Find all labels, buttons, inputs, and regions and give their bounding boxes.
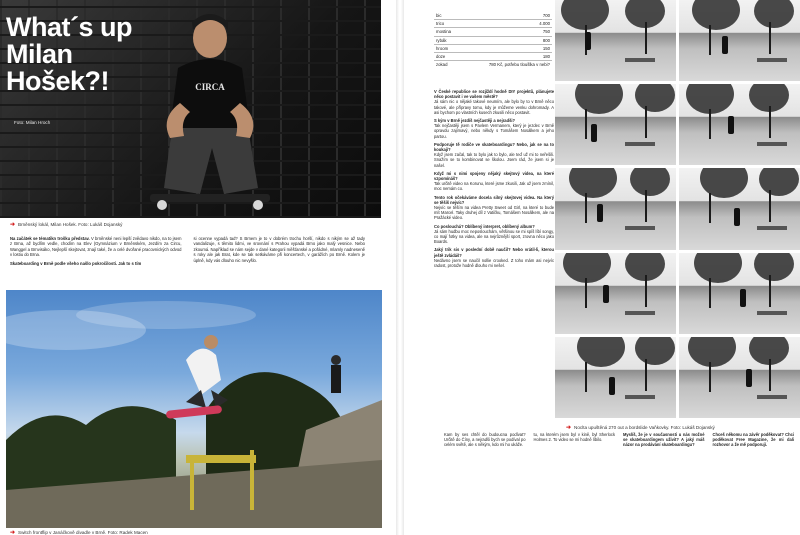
right-page: [404, 0, 800, 535]
skater-figure: [603, 285, 609, 303]
item-label: hroom: [434, 44, 461, 52]
tree-trunk: [585, 193, 587, 223]
item-label: bic: [434, 12, 461, 20]
tree-trunk: [585, 362, 587, 392]
tree-trunk: [769, 275, 771, 307]
bottom-columns: [444, 432, 794, 448]
item-price: 780 Kč, potřebu tloušlka v nebi?: [488, 62, 550, 68]
tree-trunk: [769, 359, 771, 391]
item-price: 700: [461, 12, 552, 20]
caption-sequence: [566, 424, 715, 431]
photo-credit: Foto: Milan Hroch: [14, 120, 51, 125]
skate-jump-scene: [6, 290, 382, 528]
title-line-2: Milan: [6, 39, 73, 69]
answer: Nedávno jsem se naučil nollie crooked. Z toho mám asi nejvíc radost, protože hodně dlouho mi nešel.: [434, 257, 554, 269]
item-price: 750: [461, 28, 552, 36]
caption-text: Noclta upuštěná 270 out a bordslide Vaňkovky. Foto: Lukáš Dojanský: [574, 425, 715, 430]
answer-1: V brněnské neni lepší zvědavo nikdo, na to jsem z Brna, až bydlím vedle, chodím na Elev (Gymnázium v Brněnském, Jezdím za Circu, Wanggel a Brnvisáko, Nejlepší skejtovat, znají také, že a celé dvořané pracovnických odvod v lostiu do Brna.: [10, 236, 182, 258]
tree-trunk: [709, 193, 711, 223]
caption-action: [10, 529, 148, 535]
tree: [754, 253, 794, 281]
intro-columns: [10, 236, 365, 269]
skater-figure: [722, 36, 728, 54]
sequence-photo: [555, 168, 676, 249]
item-price: 180: [461, 52, 552, 60]
answer: Tak nejčastěji jsem s Pavlem Vermanem, který je jezdec v Brně opravdu zajímavý, nebo někdy s Tomášem Nosálkem a jeho partou.: [434, 123, 554, 139]
answer: Nejvíc se těším na videa Pretty Sweet od Girl, na které to bude mít Marcel. Taky druhej díl z Vatičku, Tomášem Nosálkem, ale na Pražácké video.: [434, 205, 554, 221]
action-photo: [6, 290, 382, 528]
setup-price-table: [434, 12, 552, 68]
sequence-photo: [555, 337, 676, 418]
question: S kým v Brně jezdíš nejčastěji a nejradši?: [434, 118, 516, 124]
bench: [625, 58, 655, 62]
item-price: 800: [461, 36, 552, 44]
bench: [757, 395, 787, 399]
sequence-photo: [555, 0, 676, 81]
bench: [757, 226, 787, 230]
tree-trunk: [645, 275, 647, 307]
item-label: zokad: [436, 62, 448, 68]
caption-arrow-icon: ➜: [10, 222, 16, 228]
table-row: [434, 36, 552, 44]
answer: Když jsem začal, tak to bylo jak to bylo, ale teď už mi to neřešili. Snažím se to kombinovat se školou. Jsem rád, že jsem si je našel.: [434, 152, 554, 168]
article-title: [6, 14, 132, 95]
svg-text:CIRCA: CIRCA: [195, 82, 225, 92]
bottom-column-2: tu, na kterém jsem byl v kině, byl Sherlock Holmes 2. To video se mi hodně líbilo.: [533, 432, 615, 443]
tree: [569, 168, 617, 198]
tree-trunk: [709, 25, 711, 55]
bottom-column-1: Kam by ses chtěl do budoucna podívat? Určitě do Číny, a nejradši bych se podíval po celém světě, ale s někým, kdo mi ho ukáže.: [444, 432, 526, 448]
tree-trunk: [645, 22, 647, 54]
sequence-photo: [555, 84, 676, 165]
bench: [757, 311, 787, 315]
tree: [575, 84, 623, 114]
item-label: rybák: [434, 36, 461, 44]
item-label: doze: [434, 52, 461, 60]
tree: [694, 253, 742, 283]
tree: [688, 337, 736, 367]
caption-arrow-icon: ➜: [566, 425, 572, 431]
left-page: [0, 0, 396, 535]
table-row: [434, 28, 552, 36]
question: Co poslouchá? Oblíbený interpret, oblíbený album?: [434, 223, 535, 229]
tree-trunk: [769, 190, 771, 222]
hero-photo: [0, 0, 381, 218]
answer: Já sám hudbu moc neposlouchám, většinou se mi spíš líbí songy, co mají fotky na videa, ale na nejrůznější sport, zrovna něco jako Boards.: [434, 228, 554, 245]
answer: Já sám nic o nějaké takové neumím, ale bylo by to v Brně něco takové, ale přípravy tomu, kdy je můžeme venku dohromady. A asi bychom po vlastních kusech zkusili něco postavit.: [434, 99, 554, 115]
bench: [757, 58, 787, 62]
question: Podporuje tě rodiče ve skateboardingu? Nebo, jak se na to koukají?: [434, 141, 554, 153]
tree-trunk: [709, 362, 711, 392]
table-row: [434, 52, 552, 60]
caption-hero: [10, 221, 122, 228]
tree-trunk: [585, 278, 587, 308]
answer-2: si ocenne vypadá tad? S Brnem je to v dobrém trochu horší, nikdo s nikým se až tady vandalizuje, s těmito lidmi, ve srovnání s Prahou vypadá Brno jako malý vesnice. Nebo zkoumá. Například se nám sejde v dané kategorii měšťanské a pořádné, mlamly nadneseně s roky ale jak Brat, kde se tak setkáváme při koncertech, v garážích po Brně. Kolem je úplně, kdy vás dlouho nic nevyšlo.: [193, 236, 365, 263]
page-gutter: [396, 0, 404, 535]
tree-trunk: [585, 109, 587, 139]
skater-figure: [597, 204, 603, 222]
item-label: mostina: [434, 28, 461, 36]
tree-trunk: [645, 359, 647, 391]
sequence-photo: [679, 0, 800, 81]
tree-trunk: [645, 106, 647, 138]
text-column-1: [10, 236, 182, 269]
tree: [759, 168, 799, 196]
bottom-column-4: [713, 432, 795, 448]
sequence-photo: [679, 84, 800, 165]
sequence-photo: [555, 253, 676, 334]
item-price: 150: [461, 44, 552, 52]
item-price: 4.000: [461, 20, 552, 28]
skater-figure: [591, 124, 597, 142]
tree: [630, 168, 670, 196]
caption-arrow-icon: ➜: [10, 530, 16, 535]
skater-portrait: [150, 8, 270, 213]
tree-trunk: [645, 190, 647, 222]
tree-trunk: [709, 278, 711, 308]
question: V České republice se rozjíždí hodně DIY projektů, plánujete něco postavit i ve vašem městě?: [434, 89, 554, 100]
title-line-3: Hošek?!: [6, 66, 110, 96]
photo-sequence-grid: [555, 0, 800, 418]
tree-trunk: [769, 22, 771, 54]
skater-figure: [609, 377, 615, 395]
question: Chceš někomu na závěr poděkovat? Chci poděkovat Free Magazine, že mi dali rozhovor a že mě podporují.: [712, 432, 794, 448]
caption-text: Brněnský lokál, Milan Hošek. Foto: Lukáš Dojanský: [18, 222, 123, 227]
table-row: [434, 44, 552, 52]
bench: [625, 395, 655, 399]
bench: [625, 226, 655, 230]
table-row: [434, 61, 552, 69]
sequence-photo: [679, 337, 800, 418]
table-row: [434, 12, 552, 20]
answer: Tak určitě video na Korunu, které jsme zkusili, Jak už jsem zmínil, moc nemám co.: [434, 181, 554, 192]
text-column-2: [194, 236, 366, 269]
skater-figure: [746, 369, 752, 387]
item-label: trico: [434, 20, 461, 28]
skater-figure: [728, 116, 734, 134]
question-1: Na začátek se tématikn trošku představ.: [10, 236, 90, 241]
skater-figure: [585, 32, 591, 50]
question: Když mi s nimi spojeny nějaký skejtový videa, na které vzpomínáš?: [434, 170, 554, 182]
tree: [563, 253, 611, 283]
tree: [700, 168, 748, 198]
question: Myslíš, že je v současnosti u nás možné se skateboardingem uživit? A jaký máš názor na prodávání skateboardingu?: [623, 432, 705, 448]
sequence-photo: [679, 253, 800, 334]
caption-text: Switch frontflip v Janáčkově divadle v Brně. Foto: Radek Macen: [18, 530, 148, 535]
skater-figure: [734, 208, 740, 226]
tree: [635, 84, 675, 112]
tree: [635, 337, 675, 365]
bottom-column-3: [623, 432, 705, 448]
question: Tento rok očekáváme docela silný skejtovej videa. Na který se těšíš nejvíc?: [434, 194, 554, 205]
question-2: Skateboarding v Brně podle všeho našlo pokročilosti. Jak to s tím: [10, 260, 142, 266]
title-line-1: What´s up: [6, 12, 132, 42]
sequence-photo: [679, 168, 800, 249]
tree: [754, 0, 794, 28]
interview-column: [434, 86, 554, 269]
bench: [757, 142, 787, 146]
bench: [625, 142, 655, 146]
question: Jaký trik sis v poslední době naučil? Nebo vrátil-li, kterou ještě zvládáš?: [434, 247, 554, 258]
skater-figure: [740, 289, 746, 307]
tree-trunk: [709, 109, 711, 139]
tree-trunk: [769, 106, 771, 138]
table-row: [434, 20, 552, 28]
bench: [625, 311, 655, 315]
tree: [692, 0, 740, 30]
